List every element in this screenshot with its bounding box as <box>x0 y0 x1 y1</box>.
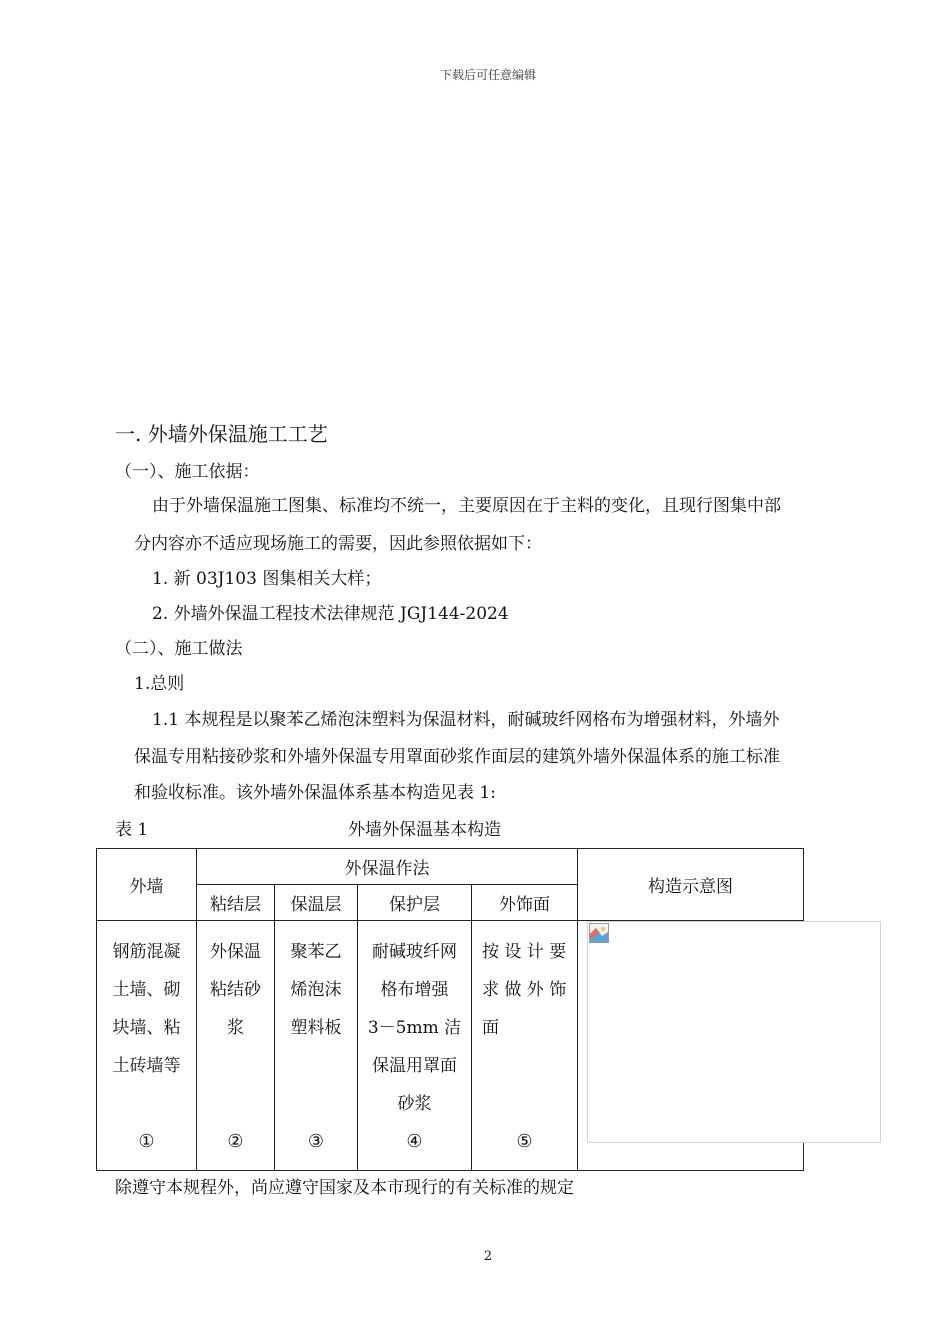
layer-number-2: ② <box>227 1131 244 1152</box>
subheader-bond-layer: 粘结层 <box>197 885 275 921</box>
cell-text: 土墙、砌 <box>112 980 181 1000</box>
cell-text: 浆 <box>227 1018 244 1038</box>
cell-text: 块墙、粘 <box>112 1018 181 1038</box>
cell-wall-types <box>97 921 197 1171</box>
cell-text: 按 设 计 要 <box>482 942 567 962</box>
basis-paragraph-line-1: 由于外墙保温施工图集、标准均不统一，主要原因在于主料的变化，且现行图集中部 <box>152 496 781 516</box>
cell-text: 耐碱玻纤网 <box>372 942 457 962</box>
cell-text: 钢筋混凝 <box>112 942 181 962</box>
cell-text: 面 <box>482 1018 499 1038</box>
layer-number-1: ① <box>138 1131 155 1152</box>
cell-text: 粘结砂 <box>210 980 261 1000</box>
subsection-method-heading: （二）、施工做法 <box>115 639 243 659</box>
cell-insulation-material <box>275 921 358 1171</box>
cell-protective-material <box>358 921 472 1171</box>
basis-list-item-1: 1. 新 03J103 图集相关大样； <box>152 569 382 589</box>
cell-text: 3－5mm 洁 <box>367 1018 462 1038</box>
cell-text: 外保温 <box>210 942 261 962</box>
cell-text: 砂浆 <box>397 1094 432 1114</box>
scope-paragraph-line-1: 1.1 本规程是以聚苯乙烯泡沫塑料为保温材料，耐碱玻纤网格布为增强材料，外墙外 <box>152 710 780 730</box>
table-label: 表 1 <box>115 820 149 840</box>
page-header: 下载后可任意编辑 <box>439 68 536 82</box>
scope-paragraph-line-2: 保温专用粘接砂浆和外墙外保温专用罩面砂浆作面层的建筑外墙外保温体系的施工标准 <box>134 747 780 767</box>
table-caption: 外墙外保温基本构造 <box>348 820 501 840</box>
layer-number-3: ③ <box>307 1131 325 1152</box>
broken-image-icon <box>589 923 609 943</box>
subheader-insulation-layer: 保温层 <box>275 885 358 921</box>
general-heading: 1.总则 <box>134 674 185 694</box>
subheader-finish-layer: 外饰面 <box>472 885 578 921</box>
section-title: 一. 外墙外保温施工工艺 <box>115 422 328 446</box>
layer-number-5: ⑤ <box>516 1131 533 1152</box>
cell-text: 格布增强 <box>380 980 449 1000</box>
cell-text: 求 做 外 饰 <box>482 980 567 1000</box>
scope-paragraph-line-3: 和验收标准。该外墙外保温体系基本构造见表 1: <box>134 783 496 803</box>
closing-statement: 除遵守本规程外，尚应遵守国家及本市现行的有关标准的规定 <box>115 1178 574 1198</box>
layer-number-4: ④ <box>406 1131 423 1152</box>
basis-paragraph-line-2: 分内容亦不适应现场施工的需要，因此参照依据如下： <box>134 534 542 554</box>
page-number: 2 <box>483 1249 493 1264</box>
cell-text: 保温用罩面 <box>372 1056 457 1076</box>
cell-bond-material <box>197 921 275 1171</box>
header-diagram: 构造示意图 <box>578 849 804 921</box>
subsection-basis-heading: （一）、施工依据： <box>115 462 260 482</box>
cell-text: 聚苯乙 <box>290 942 342 962</box>
cell-text: 烯泡沫 <box>290 980 342 1000</box>
subheader-protective-layer: 保护层 <box>358 885 472 921</box>
construction-diagram-image <box>587 921 881 1143</box>
header-insulation-method: 外保温作法 <box>197 849 578 885</box>
cell-text: 塑料板 <box>290 1018 342 1038</box>
header-wall: 外墙 <box>97 849 197 921</box>
cell-text: 土砖墙等 <box>112 1056 181 1076</box>
basis-list-item-2: 2. 外墙外保温工程技术法律规范 JGJ144-2024 <box>152 604 509 624</box>
cell-finish-material <box>472 921 578 1171</box>
